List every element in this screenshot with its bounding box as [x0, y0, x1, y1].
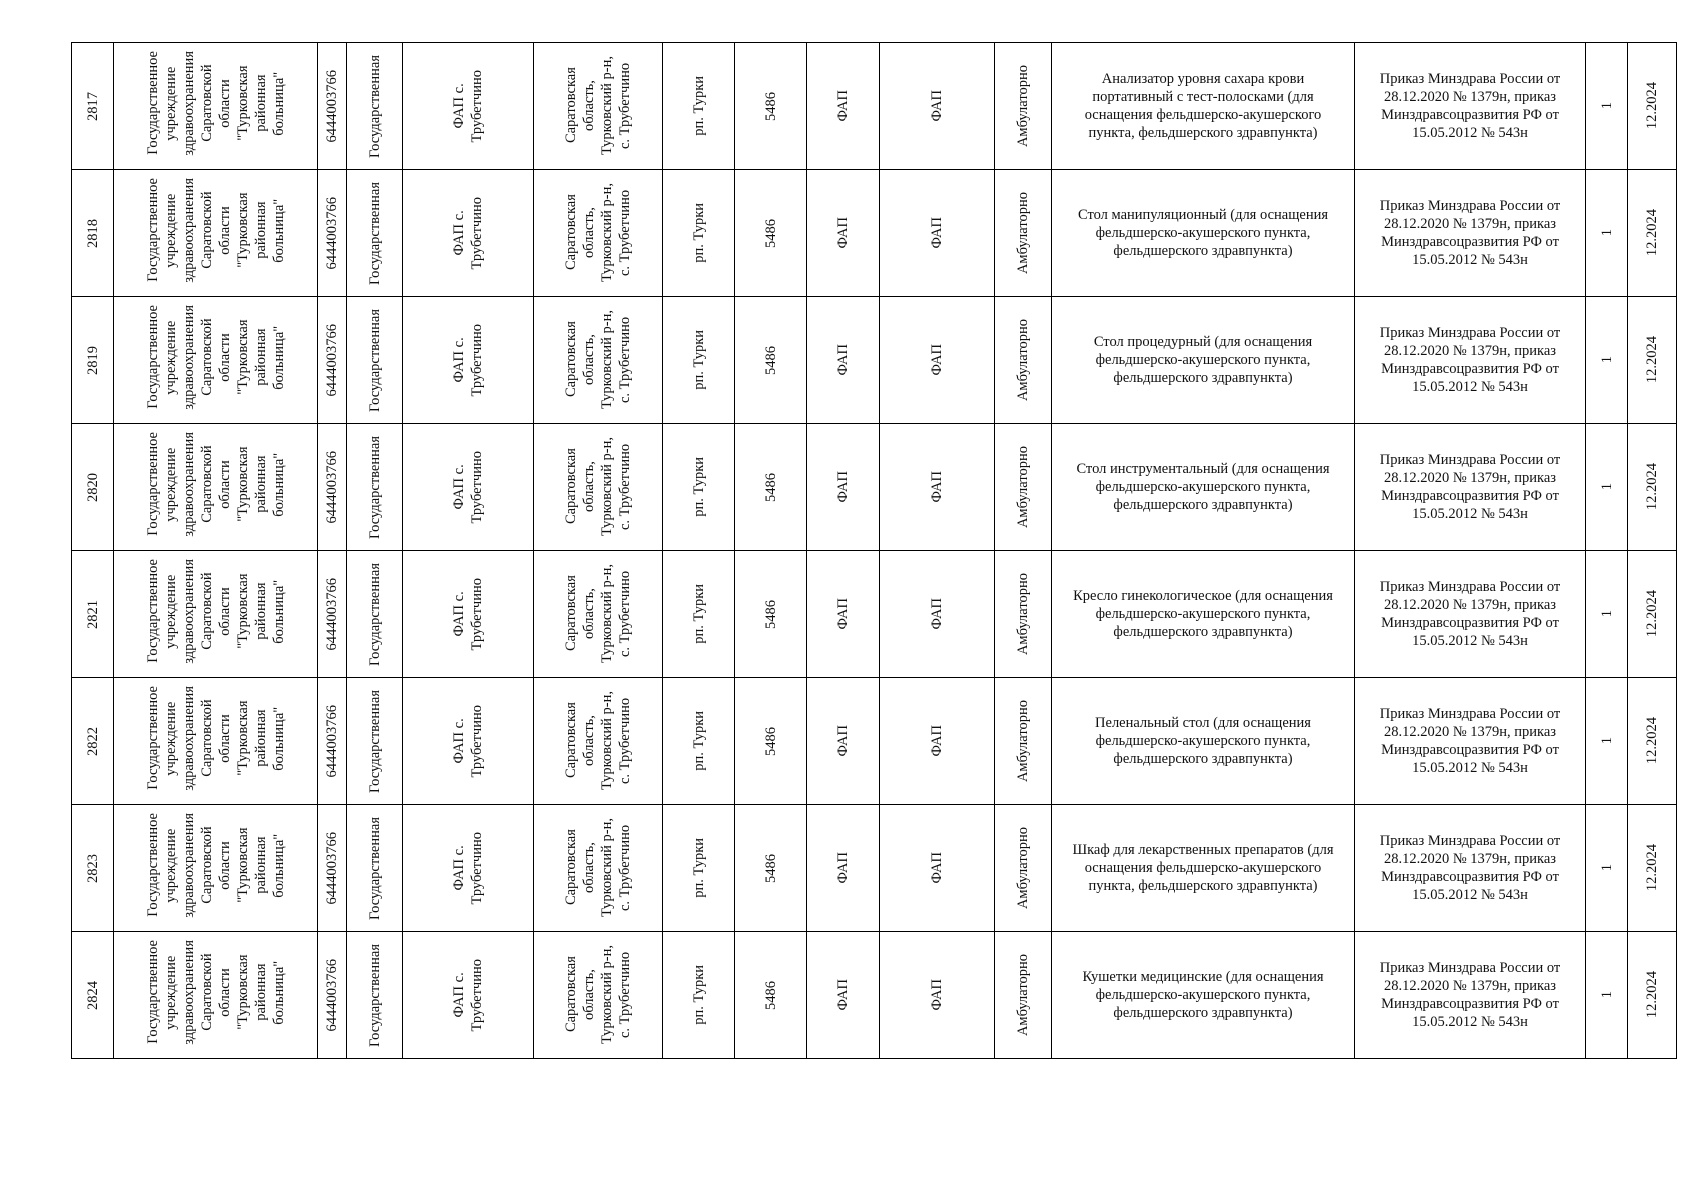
quantity-value: 1 — [1598, 102, 1615, 110]
regulatory-basis: Приказ Минздрава России от 28.12.2020 № 1379н, приказ Минздравсоцразвития РФ от 15.05.2012 № 543н — [1379, 198, 1561, 268]
ownership-cell — [347, 932, 403, 1059]
row-number-cell — [72, 170, 114, 297]
equipment-name: Шкаф для лекарственных препаратов (для оснащения фельдшерско-акушерского пункта, фельдшерского здравпункта) — [1072, 842, 1334, 894]
organization-cell — [114, 551, 318, 678]
district-cell — [663, 170, 735, 297]
organization-cell — [114, 424, 318, 551]
district-center: рп. Турки — [690, 330, 707, 390]
inn-value: 6444003766 — [324, 196, 340, 270]
table-body — [72, 43, 1677, 1059]
population-cell — [735, 43, 807, 170]
table-row — [72, 297, 1677, 424]
ownership-form: Государственная — [366, 181, 383, 285]
delivery-date: 12.2024 — [1644, 717, 1660, 765]
unit-subtype: ФАП — [929, 344, 945, 376]
unit-subtype: ФАП — [929, 725, 945, 757]
row-number-cell — [72, 932, 114, 1059]
unit-cell — [403, 43, 534, 170]
care-condition: Амбулаторно — [1015, 445, 1031, 529]
delivery-date: 12.2024 — [1644, 971, 1660, 1019]
organization-cell — [114, 43, 318, 170]
population-cell — [735, 551, 807, 678]
care-condition: Амбулаторно — [1015, 64, 1031, 148]
care-condition-cell — [995, 678, 1052, 805]
organization-cell — [114, 678, 318, 805]
equipment-cell — [1052, 297, 1355, 424]
ownership-form: Государственная — [366, 562, 383, 666]
delivery-date: 12.2024 — [1644, 590, 1660, 638]
table-row — [72, 170, 1677, 297]
unit-cell — [403, 805, 534, 932]
equipment-cell — [1052, 932, 1355, 1059]
care-condition-cell — [995, 551, 1052, 678]
equipment-cell — [1052, 805, 1355, 932]
unit-type: ФАП — [835, 90, 851, 122]
population-cell — [735, 678, 807, 805]
district-cell — [663, 297, 735, 424]
unit-type-cell — [807, 551, 880, 678]
district-center: рп. Турки — [690, 457, 707, 517]
district-cell — [663, 932, 735, 1059]
care-condition-cell — [995, 805, 1052, 932]
table-row — [72, 43, 1677, 170]
unit-subtype-cell — [880, 297, 995, 424]
row-number: 2822 — [84, 726, 101, 756]
ownership-form: Государственная — [366, 435, 383, 539]
row-number-cell — [72, 424, 114, 551]
quantity-value: 1 — [1598, 356, 1615, 364]
delivery-date: 12.2024 — [1644, 844, 1660, 892]
unit-subtype: ФАП — [929, 852, 945, 884]
equipment-cell — [1052, 424, 1355, 551]
unit-type-cell — [807, 43, 880, 170]
quantity-value: 1 — [1598, 229, 1615, 237]
organization-cell — [114, 170, 318, 297]
unit-address: Саратовская область, Турковский р-н, с. Трубетчино — [563, 818, 633, 918]
address-cell — [534, 932, 663, 1059]
ownership-cell — [347, 678, 403, 805]
unit-type: ФАП — [835, 725, 851, 757]
district-cell — [663, 43, 735, 170]
population-value: 5486 — [762, 980, 779, 1010]
basis-cell — [1355, 424, 1586, 551]
district-center: рп. Турки — [690, 965, 707, 1025]
unit-name: ФАП с. Трубетчино — [451, 958, 485, 1032]
row-number: 2818 — [84, 218, 101, 248]
date-cell — [1628, 678, 1677, 805]
inn-cell — [318, 551, 347, 678]
quantity-value: 1 — [1598, 610, 1615, 618]
quantity-cell — [1586, 551, 1628, 678]
unit-subtype: ФАП — [929, 979, 945, 1011]
unit-type: ФАП — [835, 979, 851, 1011]
ownership-form: Государственная — [366, 308, 383, 412]
unit-name: ФАП с. Трубетчино — [451, 831, 485, 905]
address-cell — [534, 678, 663, 805]
date-cell — [1628, 43, 1677, 170]
organization-name: Государственное учреждение здравоохранения Саратовской области "Турковская районная больница" — [144, 178, 287, 283]
district-cell — [663, 678, 735, 805]
table-row — [72, 805, 1677, 932]
address-cell — [534, 551, 663, 678]
address-cell — [534, 170, 663, 297]
quantity-cell — [1586, 43, 1628, 170]
inn-cell — [318, 297, 347, 424]
table-row — [72, 551, 1677, 678]
date-cell — [1628, 170, 1677, 297]
delivery-date: 12.2024 — [1644, 463, 1660, 511]
quantity-cell — [1586, 297, 1628, 424]
unit-type-cell — [807, 424, 880, 551]
inn-cell — [318, 932, 347, 1059]
care-condition: Амбулаторно — [1015, 826, 1031, 910]
quantity-value: 1 — [1598, 737, 1615, 745]
inn-value: 6444003766 — [324, 958, 340, 1032]
unit-type-cell — [807, 170, 880, 297]
unit-name: ФАП с. Трубетчино — [451, 577, 485, 651]
equipment-name: Стол процедурный (для оснащения фельдшерско-акушерского пункта, фельдшерского здравпункта) — [1093, 334, 1313, 386]
care-condition-cell — [995, 297, 1052, 424]
population-cell — [735, 297, 807, 424]
regulatory-basis: Приказ Минздрава России от 28.12.2020 № 1379н, приказ Минздравсоцразвития РФ от 15.05.2012 № 543н — [1379, 960, 1561, 1030]
basis-cell — [1355, 297, 1586, 424]
unit-subtype: ФАП — [929, 471, 945, 503]
organization-name: Государственное учреждение здравоохранения Саратовской области "Турковская районная больница" — [144, 559, 287, 664]
district-cell — [663, 551, 735, 678]
equipment-name: Кушетки медицинские (для оснащения фельдшерско-акушерского пункта, фельдшерского здравпункта) — [1082, 969, 1324, 1021]
district-center: рп. Турки — [690, 838, 707, 898]
care-condition: Амбулаторно — [1015, 191, 1031, 275]
equipment-name: Анализатор уровня сахара крови портативный с тест-полосками (для оснащения фельдшерско-акушерского пункта, фельдшерского здравпункта) — [1084, 71, 1322, 141]
inn-cell — [318, 170, 347, 297]
row-number: 2820 — [84, 472, 101, 502]
unit-name: ФАП с. Трубетчино — [451, 69, 485, 143]
ownership-cell — [347, 43, 403, 170]
row-number: 2824 — [84, 980, 101, 1010]
unit-subtype-cell — [880, 932, 995, 1059]
ownership-form: Государственная — [366, 816, 383, 920]
quantity-cell — [1586, 424, 1628, 551]
date-cell — [1628, 297, 1677, 424]
equipment-cell — [1052, 678, 1355, 805]
table-row — [72, 932, 1677, 1059]
ownership-cell — [347, 805, 403, 932]
regulatory-basis: Приказ Минздрава России от 28.12.2020 № 1379н, приказ Минздравсоцразвития РФ от 15.05.2012 № 543н — [1379, 706, 1561, 776]
equipment-register-table — [71, 42, 1677, 1059]
unit-address: Саратовская область, Турковский р-н, с. Трубетчино — [563, 564, 633, 664]
basis-cell — [1355, 805, 1586, 932]
row-number-cell — [72, 297, 114, 424]
organization-cell — [114, 297, 318, 424]
unit-cell — [403, 678, 534, 805]
care-condition: Амбулаторно — [1015, 318, 1031, 402]
district-cell — [663, 805, 735, 932]
unit-type: ФАП — [835, 471, 851, 503]
organization-name: Государственное учреждение здравоохранения Саратовской области "Турковская районная больница" — [144, 432, 287, 537]
date-cell — [1628, 932, 1677, 1059]
quantity-value: 1 — [1598, 864, 1615, 872]
address-cell — [534, 297, 663, 424]
delivery-date: 12.2024 — [1644, 336, 1660, 384]
row-number-cell — [72, 43, 114, 170]
equipment-cell — [1052, 170, 1355, 297]
basis-cell — [1355, 551, 1586, 678]
inn-cell — [318, 43, 347, 170]
unit-name: ФАП с. Трубетчино — [451, 323, 485, 397]
unit-subtype: ФАП — [929, 217, 945, 249]
unit-name: ФАП с. Трубетчино — [451, 196, 485, 270]
population-value: 5486 — [762, 91, 779, 121]
delivery-date: 12.2024 — [1644, 209, 1660, 257]
unit-name: ФАП с. Трубетчино — [451, 450, 485, 524]
unit-cell — [403, 297, 534, 424]
unit-subtype-cell — [880, 805, 995, 932]
quantity-value: 1 — [1598, 483, 1615, 491]
care-condition-cell — [995, 170, 1052, 297]
population-value: 5486 — [762, 599, 779, 629]
equipment-name: Кресло гинекологическое (для оснащения фельдшерско-акушерского пункта, фельдшерского здравпункта) — [1073, 588, 1333, 640]
regulatory-basis: Приказ Минздрава России от 28.12.2020 № 1379н, приказ Минздравсоцразвития РФ от 15.05.2012 № 543н — [1379, 325, 1561, 395]
unit-cell — [403, 932, 534, 1059]
organization-name: Государственное учреждение здравоохранения Саратовской области "Турковская районная больница" — [144, 305, 287, 410]
inn-value: 6444003766 — [324, 450, 340, 524]
date-cell — [1628, 805, 1677, 932]
organization-name: Государственное учреждение здравоохранения Саратовской области "Турковская районная больница" — [144, 940, 287, 1045]
unit-subtype: ФАП — [929, 598, 945, 630]
ownership-form: Государственная — [366, 689, 383, 793]
row-number: 2817 — [84, 91, 101, 121]
basis-cell — [1355, 43, 1586, 170]
ownership-cell — [347, 297, 403, 424]
organization-name: Государственное учреждение здравоохранения Саратовской области "Турковская районная больница" — [144, 51, 287, 156]
basis-cell — [1355, 932, 1586, 1059]
population-cell — [735, 805, 807, 932]
ownership-cell — [347, 551, 403, 678]
equipment-name: Стол манипуляционный (для оснащения фельдшерско-акушерского пункта, фельдшерского здравпункта) — [1077, 207, 1329, 259]
care-condition: Амбулаторно — [1015, 953, 1031, 1037]
unit-subtype-cell — [880, 678, 995, 805]
row-number-cell — [72, 678, 114, 805]
care-condition: Амбулаторно — [1015, 699, 1031, 783]
row-number-cell — [72, 551, 114, 678]
quantity-value: 1 — [1598, 991, 1615, 999]
unit-cell — [403, 424, 534, 551]
basis-cell — [1355, 170, 1586, 297]
regulatory-basis: Приказ Минздрава России от 28.12.2020 № 1379н, приказ Минздравсоцразвития РФ от 15.05.2012 № 543н — [1379, 579, 1561, 649]
care-condition-cell — [995, 424, 1052, 551]
table-row — [72, 678, 1677, 805]
table-row — [72, 424, 1677, 551]
ownership-cell — [347, 424, 403, 551]
unit-name: ФАП с. Трубетчино — [451, 704, 485, 778]
inn-value: 6444003766 — [324, 577, 340, 651]
inn-value: 6444003766 — [324, 323, 340, 397]
basis-cell — [1355, 678, 1586, 805]
care-condition: Амбулаторно — [1015, 572, 1031, 656]
unit-type-cell — [807, 805, 880, 932]
row-number: 2819 — [84, 345, 101, 375]
address-cell — [534, 424, 663, 551]
population-value: 5486 — [762, 472, 779, 502]
population-cell — [735, 170, 807, 297]
row-number-cell — [72, 805, 114, 932]
unit-subtype-cell — [880, 551, 995, 678]
row-number: 2821 — [84, 599, 101, 629]
address-cell — [534, 43, 663, 170]
organization-name: Государственное учреждение здравоохранения Саратовской области "Турковская районная больница" — [144, 686, 287, 791]
regulatory-basis: Приказ Минздрава России от 28.12.2020 № 1379н, приказ Минздравсоцразвития РФ от 15.05.2012 № 543н — [1379, 71, 1561, 141]
address-cell — [534, 805, 663, 932]
regulatory-basis: Приказ Минздрава России от 28.12.2020 № 1379н, приказ Минздравсоцразвития РФ от 15.05.2012 № 543н — [1379, 833, 1561, 903]
inn-cell — [318, 678, 347, 805]
unit-address: Саратовская область, Турковский р-н, с. Трубетчино — [563, 310, 633, 410]
unit-type: ФАП — [835, 598, 851, 630]
unit-type: ФАП — [835, 217, 851, 249]
population-cell — [735, 424, 807, 551]
quantity-cell — [1586, 932, 1628, 1059]
organization-name: Государственное учреждение здравоохранения Саратовской области "Турковская районная больница" — [144, 813, 287, 918]
ownership-form: Государственная — [366, 54, 383, 158]
population-cell — [735, 932, 807, 1059]
unit-type: ФАП — [835, 852, 851, 884]
population-value: 5486 — [762, 853, 779, 883]
delivery-date: 12.2024 — [1644, 82, 1660, 130]
district-cell — [663, 424, 735, 551]
quantity-cell — [1586, 170, 1628, 297]
district-center: рп. Турки — [690, 76, 707, 136]
row-number: 2823 — [84, 853, 101, 883]
unit-address: Саратовская область, Турковский р-н, с. Трубетчино — [563, 437, 633, 537]
equipment-name: Стол инструментальный (для оснащения фельдшерско-акушерского пункта, фельдшерского здравпункта) — [1076, 461, 1330, 513]
unit-type-cell — [807, 297, 880, 424]
unit-cell — [403, 170, 534, 297]
district-center: рп. Турки — [690, 711, 707, 771]
unit-subtype-cell — [880, 43, 995, 170]
unit-address: Саратовская область, Турковский р-н, с. Трубетчино — [563, 56, 633, 156]
care-condition-cell — [995, 932, 1052, 1059]
unit-subtype-cell — [880, 424, 995, 551]
unit-address: Саратовская область, Турковский р-н, с. Трубетчино — [563, 691, 633, 791]
care-condition-cell — [995, 43, 1052, 170]
equipment-cell — [1052, 43, 1355, 170]
population-value: 5486 — [762, 218, 779, 248]
population-value: 5486 — [762, 345, 779, 375]
unit-type-cell — [807, 932, 880, 1059]
unit-address: Саратовская область, Турковский р-н, с. Трубетчино — [563, 183, 633, 283]
organization-cell — [114, 932, 318, 1059]
regulatory-basis: Приказ Минздрава России от 28.12.2020 № 1379н, приказ Минздравсоцразвития РФ от 15.05.2012 № 543н — [1379, 452, 1561, 522]
unit-address: Саратовская область, Турковский р-н, с. Трубетчино — [563, 945, 633, 1045]
organization-cell — [114, 805, 318, 932]
quantity-cell — [1586, 805, 1628, 932]
inn-value: 6444003766 — [324, 704, 340, 778]
quantity-cell — [1586, 678, 1628, 805]
inn-value: 6444003766 — [324, 831, 340, 905]
unit-type-cell — [807, 678, 880, 805]
date-cell — [1628, 424, 1677, 551]
district-center: рп. Турки — [690, 584, 707, 644]
inn-value: 6444003766 — [324, 69, 340, 143]
unit-cell — [403, 551, 534, 678]
ownership-cell — [347, 170, 403, 297]
unit-type: ФАП — [835, 344, 851, 376]
unit-subtype-cell — [880, 170, 995, 297]
equipment-cell — [1052, 551, 1355, 678]
district-center: рп. Турки — [690, 203, 707, 263]
inn-cell — [318, 424, 347, 551]
ownership-form: Государственная — [366, 943, 383, 1047]
population-value: 5486 — [762, 726, 779, 756]
date-cell — [1628, 551, 1677, 678]
unit-subtype: ФАП — [929, 90, 945, 122]
inn-cell — [318, 805, 347, 932]
equipment-name: Пеленальный стол (для оснащения фельдшерско-акушерского пункта, фельдшерского здравпункта) — [1095, 715, 1311, 767]
